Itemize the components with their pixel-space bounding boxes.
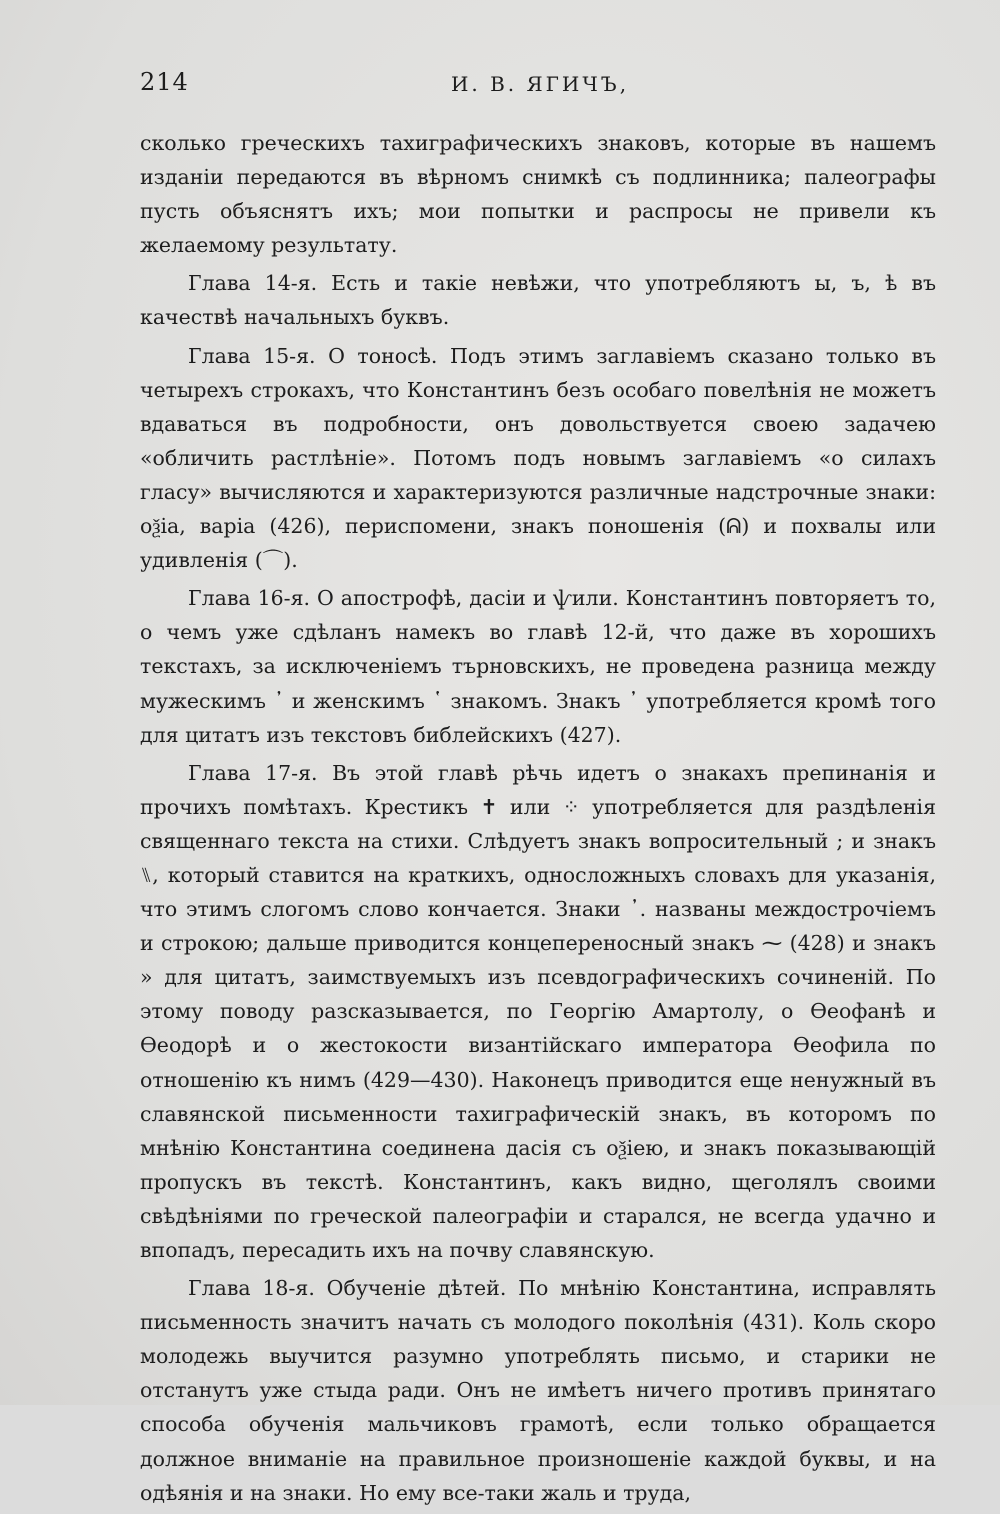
body-text <box>140 126 936 1514</box>
paragraph-continuation: сколько греческихъ тахиграфическихъ знаковъ, которые въ нашемъ изданіи передаются въ вѣрномъ снимкѣ съ подлинника; палеографы пусть объяснятъ ихъ; мои попытки и распросы не привели къ желаемому результату. <box>140 131 936 258</box>
paragraph-chapter-14: Глава 14-я. Есть и такіе невѣжи, что употребляютъ ы, ъ, ѣ въ качествѣ начальныхъ буквъ. <box>140 271 936 330</box>
page-number: 214 <box>140 68 189 96</box>
running-head: И. В. ЯГИЧЪ, <box>450 72 630 96</box>
paragraph-chapter-17: Глава 17-я. Въ этой главѣ рѣчь идетъ о знакахъ препинанія и прочихъ помѣтахъ. Крестикъ ✝ или ⁘ употребляется для раздѣленія священнаго текста на стихи. Слѣдуетъ знакъ вопросительный ; и знакъ ⑊, который ставится на краткихъ, односложныхъ словахъ для указанія, что этимъ слогомъ слово кончается. Знаки ᾿. названы междострочіемъ и строкою; дальше приводится концепереносный знакъ ⁓ (428) и знакъ » для цитатъ, заимствуемыхъ изъ псевдографическихъ сочиненій. По этому поводу разсказывается, по Георгію Амартолу, о Ѳеофанѣ и Ѳеодорѣ и о жестокости византійскаго императора Ѳеофила по отношенію къ нимъ (429—430). Наконецъ приводится еще ненужный въ славянской письменности тахиграфическій знакъ, въ которомъ по мнѣнію Константина соединена дасія съ оѯіею, и знакъ показывающій пропускъ въ текстѣ. Константинъ, какъ видно, щеголялъ своими свѣдѣніями по греческой палеографіи и старался, не всегда удачно и впопадъ, пересадить ихъ на почву славянскую. <box>140 760 936 1262</box>
paragraph-chapter-18: Глава 18-я. Обученіе дѣтей. По мнѣнію Константина, исправлять письменность значитъ начать съ молодого поколѣнія (431). Коль скоро молодежь выучится разумно употреблять письмо, и старики не отстанутъ уже стыда ради. Онъ не имѣетъ ничего противъ принятаго способа обученія мальчиковъ грамотѣ, если только обращается должное вниманіе на правильное произношеніе каждой буквы, и на одѣянія и на знаки. Но ему все-таки жаль и труда, <box>140 1276 936 1505</box>
paragraph-chapter-15: Глава 15-я. О тоносѣ. Подъ этимъ заглавіемъ сказано только въ четырехъ строкахъ, что Константинъ безъ особаго повелѣнія не можетъ вдаваться въ подробности, онъ довольствуется своею задачею «обличить растлѣніе». Потомъ подъ новымъ заглавіемъ «о силахъ гласу» вычисляются и характеризуются различные надстрочные знаки: оѯіа, варіа (426), периспомени, знакъ поношенія (ᕱ) и похвалы или удивленія (⌒). <box>140 343 936 573</box>
page-header <box>140 68 940 104</box>
paragraph-chapter-16: Глава 16-я. О апострофѣ, дасіи и ѱили. Константинъ повторяетъ то, о чемъ уже сдѣланъ намекъ во главѣ 12-й, что даже въ хорошихъ текстахъ, за исключеніемъ търновскихъ, не проведена разница между мужескимъ ᾿ и женскимъ ῾ знакомъ. Знакъ ᾿ употребляется кромѣ того для цитатъ изъ текстовъ библейскихъ (427). <box>140 586 936 747</box>
